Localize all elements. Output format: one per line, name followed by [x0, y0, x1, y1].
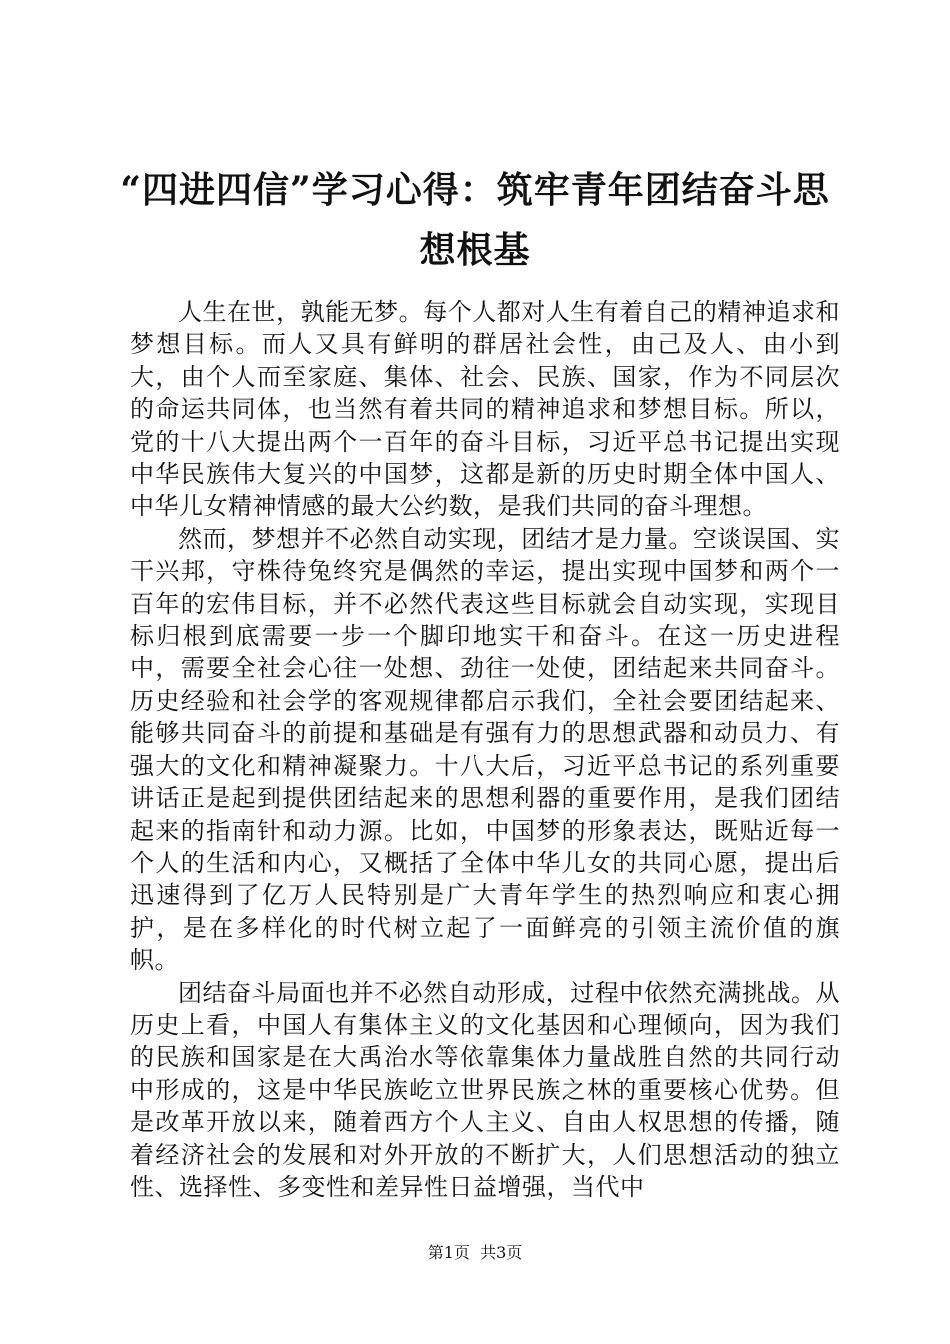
page-number-label: 第1页 共3页 [427, 1243, 523, 1262]
paragraph: 人生在世，孰能无梦。每个人都对人生有着自己的精神追求和梦想目标。而人又具有鲜明的群居社会性，由己及人、由小到大，由个人而至家庭、集体、社会、民族、国家，作为不同层次的命运共同体，也当然有着共同的精神追求和梦想目标。所以，党的十八大提出两个一百年的奋斗目标，习近平总书记提出实现中华民族伟大复兴的中国梦，这都是新的历史时期全体中国人、中华儿女精神情感的最大公约数，是我们共同的奋斗理想。 [130, 298, 840, 521]
page-footer [0, 1242, 950, 1264]
document-title: “四进四信”学习心得：筑牢青年团结奋斗思想根基 [120, 169, 830, 271]
paragraph: 团结奋斗局面也并不必然自动形成，过程中依然充满挑战。从历史上看，中国人有集体主义的文化基因和心理倾向，因为我们的民族和国家是在大禹治水等依靠集体力量战胜自然的共同行动中形成的，这是中华民族屹立世界民族之林的重要核心优势。但是改革开放以来，随着西方个人主义、自由人权思想的传播，随着经济社会的发展和对外开放的不断扩大，人们思想活动的独立性、选择性、多变性和差异性日益增强，当代中 [130, 978, 840, 1201]
document-body [130, 296, 840, 1203]
paragraph: 然而，梦想并不必然自动实现，团结才是力量。空谈误国、实干兴邦，守株待兔终究是偶然的幸运，提出实现中国梦和两个一百年的宏伟目标，并不必然代表这些目标就会自动实现，实现目标归根到底需要一步一个脚印地实干和奋斗。在这一历史进程中，需要全社会心往一处想、劲往一处使，团结起来共同奋斗。历史经验和社会学的客观规律都启示我们，全社会要团结起来、能够共同奋斗的前提和基础是有强有力的思想武器和动员力、有强大的文化和精神凝聚力。十八大后，习近平总书记的系列重要讲话正是起到提供团结起来的思想利器的重要作用，是我们团结起来的指南针和动力源。比如，中国梦的形象表达，既贴近每一个人的生活和内心，又概括了全体中华儿女的共同心愿，提出后迅速得到了亿万人民特别是广大青年学生的热烈响应和衷心拥护，是在多样化的时代树立起了一面鲜亮的引领主流价值的旗帜。 [130, 524, 840, 975]
